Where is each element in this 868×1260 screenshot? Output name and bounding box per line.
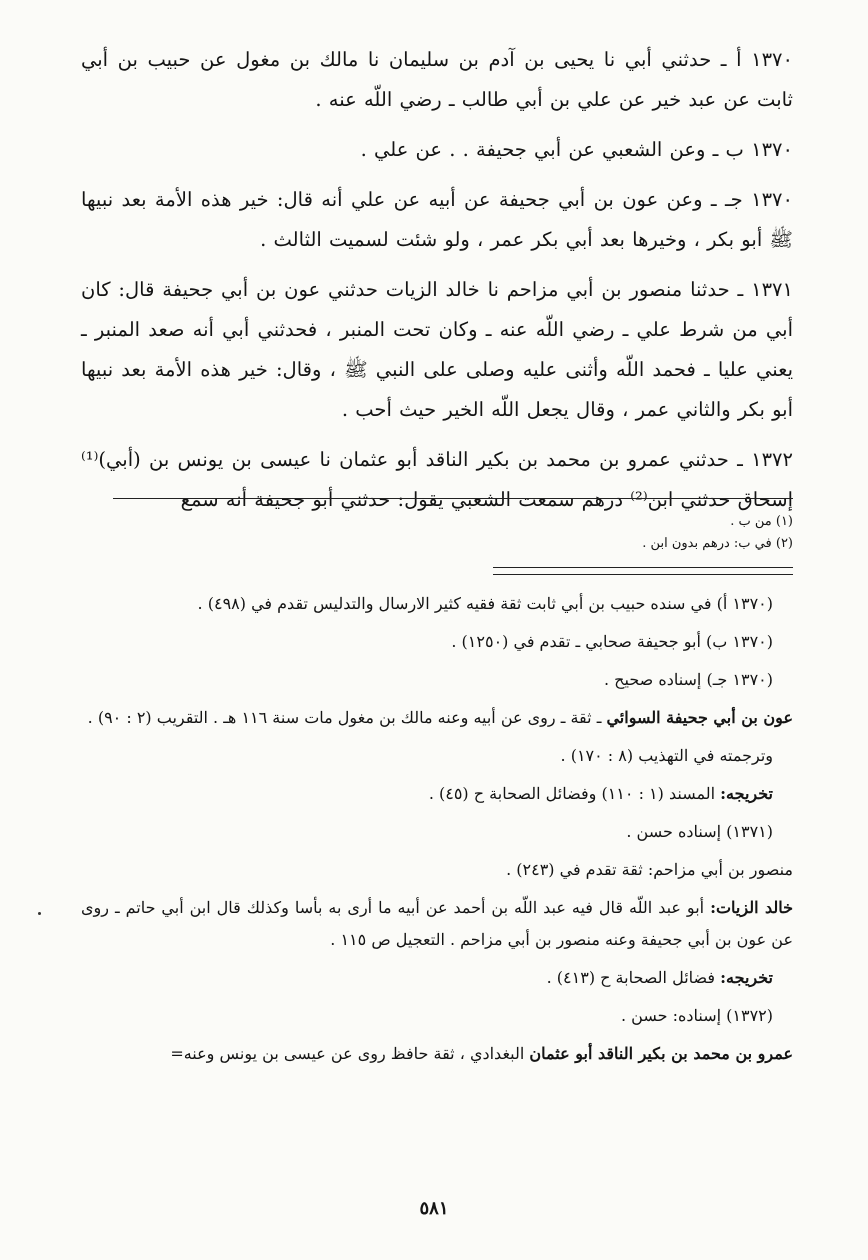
- commentary-line: (١٣٧٠ أ) في سنده حبيب بن أبي ثابت ثقة فقيه كثير الارسال والتدليس تقدم في (٤٩٨) .: [197, 594, 773, 613]
- footnote-2: (٢) في ب: درهم بدون ابن .: [642, 536, 793, 551]
- commentary-line: وترجمته في التهذيب (٨ : ١٧٠) .: [560, 746, 773, 765]
- page-number: ٥٨١: [419, 1198, 449, 1219]
- footnote-rule: [113, 498, 793, 499]
- commentary-line: تخريجه: فضائل الصحابة ح (٤١٣) .: [546, 968, 773, 987]
- commentary-line: (١٣٧٠ ب) أبو جحيفة صحابي ـ تقدم في (١٢٥٠) .: [451, 632, 773, 651]
- commentary-line: منصور بن أبي مزاحم: ثقة تقدم في (٢٤٣) .: [506, 860, 793, 879]
- commentary-line: تخريجه: المسند (١ : ١١٠) وفضائل الصحابة ح (٤٥) .: [428, 784, 773, 803]
- section-divider: [493, 567, 793, 575]
- commentary-line: (١٣٧٠ جـ) إسناده صحيح .: [603, 670, 773, 689]
- hadith-1370b: ١٣٧٠ ب ـ وعن الشعبي عن أبي جحيفة . . عن علي .: [360, 138, 793, 161]
- commentary-line: عمرو بن محمد بن بكير الناقد أبو عثمان البغدادي ، ثقة حافظ روى عن عيسى بن يونس وعنه=: [170, 1044, 793, 1063]
- commentary: [81, 588, 793, 1076]
- footnotes: [81, 498, 793, 555]
- commentary-line: (١٣٧١) إسناده حسن .: [626, 822, 773, 841]
- commentary-line: عون بن أبي جحيفة السوائي ـ ثقة ـ روى عن أبيه وعنه مالك بن مغول مات سنة ١١٦ هـ . التقريب (٢ : ٩٠) .: [87, 708, 793, 727]
- commentary-line: (١٣٧٢) إسناده: حسن .: [620, 1006, 773, 1025]
- hadith-1371: ١٣٧١ ـ حدثنا منصور بن أبي مزاحم نا خالد الزيات حدثني عون بن أبي جحيفة قال: كان أبي من شرط علي ـ رضي اللّه عنه ـ وكان تحت المنبر ، فحدثني أبي أنه صعد المنبر ـ يعني عليا ـ فحمد اللّه وأثنى عليه وصلى على النبي ﷺ ، وقال: خير هذه الأمة بعد نبيها أبو بكر والثاني عمر ، وقال يجعل اللّه الخير حيث أحب .: [81, 278, 793, 421]
- commentary-line: خالد الزيات: أبو عبد اللّه قال فيه عبد اللّه بن أحمد عن أبيه ما أرى به بأسا وكذلك قال ابن أبي حاتم ـ روى عن عون بن أبي جحيفة وعنه منصور بن أبي مزاحم . التعجيل ص ١١٥ .: [81, 898, 793, 949]
- scan-speck: [38, 912, 41, 915]
- footnote-1: (١) من ب .: [730, 514, 793, 529]
- hadith-1370a: ١٣٧٠ أ ـ حدثني أبي نا يحيى بن آدم بن سليمان نا مالك بن مغول عن حبيب بن أبي ثابت عن عبد خير عن علي بن أبي طالب ـ رضي اللّه عنه .: [81, 48, 793, 111]
- hadith-1370c: ١٣٧٠ جـ ـ وعن عون بن أبي جحيفة عن أبيه عن علي أنه قال: خير هذه الأمة بعد نبيها ﷺ أبو بكر ، وخيرها بعد أبي بكر عمر ، ولو شئت لسميت الثالث .: [81, 188, 793, 251]
- hadith-1372: ١٣٧٢ ـ حدثني عمرو بن محمد بن بكير الناقد أبو عثمان نا عيسى بن يونس بن (أبي)⁽¹⁾ إسحاق حدثني ابن⁽²⁾ درهم سمعت الشعبي يقول: حدثني أبو جحيفة أنه سمع: [81, 448, 793, 511]
- main-text: [81, 40, 793, 530]
